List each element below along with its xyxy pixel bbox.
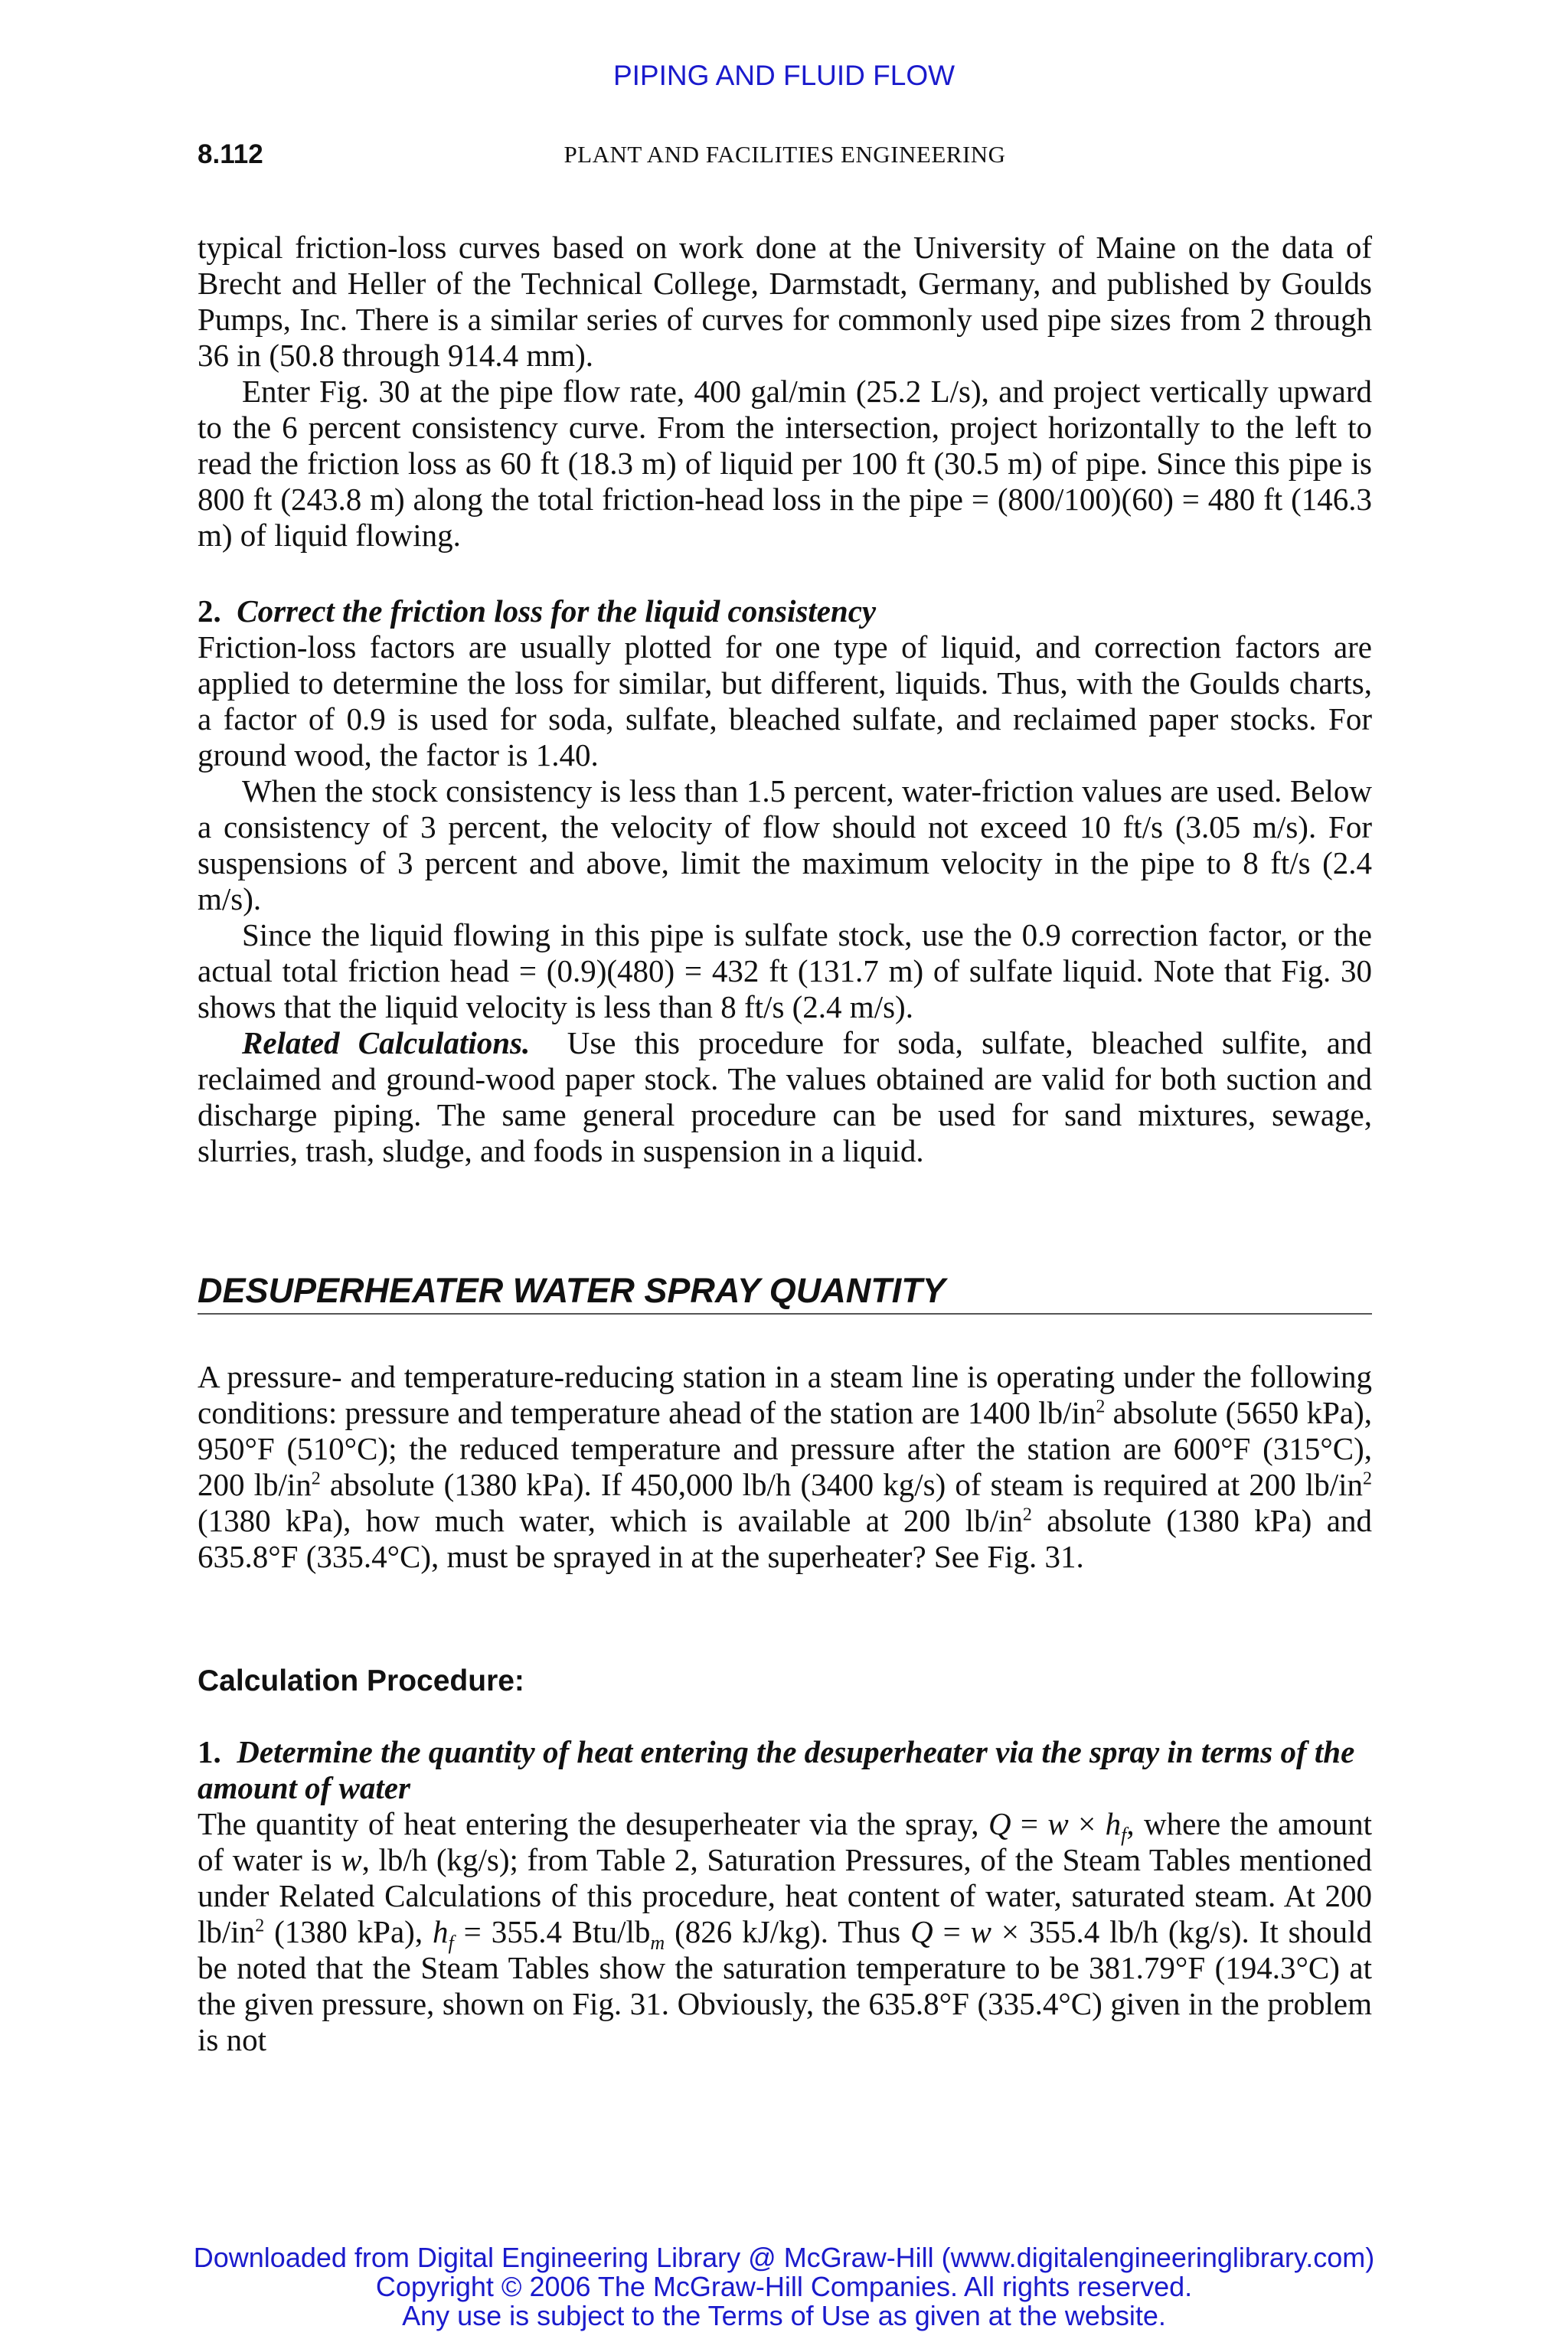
step-number: 1. bbox=[198, 1734, 221, 1769]
paragraph: Friction-loss factors are usually plotted for one type of liquid, and correction factors are applied to determine the loss for similar, but different, liquids. Thus, with the Goulds charts, a factor of 0.9 is used for soda, sulfate, bleached sulfate, and reclaimed paper stocks. For ground wood, the factor is 1.40. bbox=[198, 629, 1372, 773]
body-text bbox=[198, 230, 1372, 2058]
text-run: × 355.4 lb/h (kg/s). It should be noted that the Steam Tables show the saturation temperature to be 381.79°F (194.3°C) at the given pressure, shown on Fig. 31. Obviously, the 635.8°F (335.4°C) given in the problem is not bbox=[198, 1914, 1372, 2057]
paragraph: When the stock consistency is less than 1.5 percent, water-friction values are used. Below a consistency of 3 percent, the velocity of flow should not exceed 10 ft/s (3.05 m/s). For suspensions of 3 percent and above, limit the maximum velocity in the pipe to 8 ft/s (2.4 m/s). bbox=[198, 773, 1372, 916]
math-subscript: f bbox=[448, 1932, 454, 1955]
step-title: Correct the friction loss for the liquid consistency bbox=[237, 593, 877, 629]
run-in-heading: Related Calculations. bbox=[242, 1025, 531, 1060]
text-run: absolute (1380 kPa). If 450,000 lb/h (3400 kg/s) of steam is required at 200 lb/in bbox=[320, 1467, 1363, 1502]
math-var: w bbox=[341, 1842, 362, 1877]
page-number: 8.112 bbox=[198, 139, 263, 169]
text-run: absolute (1380 kPa) and 635.8°F (335.4°C), must be sprayed in at the superheater? See Fig. 31. bbox=[198, 1503, 1373, 1574]
text-run: , where the amount of water is bbox=[198, 1806, 1372, 1877]
book-title: PLANT AND FACILITIES ENGINEERING bbox=[564, 141, 1006, 168]
step-heading bbox=[198, 593, 1372, 629]
superscript: 2 bbox=[1096, 1396, 1106, 1417]
math-var: w bbox=[1047, 1806, 1069, 1841]
step-number: 2. bbox=[198, 593, 221, 629]
math-subscript: f bbox=[1121, 1824, 1127, 1847]
text-run: The quantity of heat entering the desuperheater via the spray, bbox=[198, 1806, 988, 1841]
text-run: (1380 kPa), how much water, which is available at 200 lb/in bbox=[198, 1503, 1023, 1538]
math-var: Q bbox=[910, 1914, 933, 1949]
paragraph: Since the liquid flowing in this pipe is sulfate stock, use the 0.9 correction factor, or the actual total friction head = (0.9)(480) = 432 ft (131.7 m) of sulfate liquid. Note that Fig. 30 shows that the liquid velocity is less than 8 ft/s (2.4 m/s). bbox=[198, 917, 1372, 1024]
text-run: = 355.4 Btu/lb bbox=[453, 1914, 651, 1949]
paragraph-text: Use this procedure for soda, sulfate, bleached sulfite, and reclaimed and ground-wood paper stock. The values obtained are valid for both suction and discharge piping. The same general procedure can be used for sand mixtures, sewage, slurries, trash, sludge, and foods in suspension in a liquid. bbox=[198, 1025, 1372, 1168]
superscript: 2 bbox=[1022, 1504, 1032, 1525]
footer-copyright: Copyright © 2006 The McGraw-Hill Companies. All rights reserved. bbox=[375, 2271, 1193, 2302]
running-head: PIPING AND FLUID FLOW bbox=[612, 60, 956, 91]
problem-statement bbox=[198, 1359, 1372, 1575]
superscript: 2 bbox=[311, 1468, 321, 1489]
math-var: w bbox=[970, 1914, 991, 1949]
math-subscript: m bbox=[650, 1932, 665, 1955]
text-run: × bbox=[1068, 1806, 1106, 1841]
paragraph: Enter Fig. 30 at the pipe flow rate, 400 gal/min (25.2 L/s), and project vertically upward to the 6 percent consistency curve. From the intersection, project horizontally to the left to read the friction loss as 60 ft (18.3 m) of liquid per 100 ft (30.5 m) of pipe. Since this pipe is 800 ft (243.8 m) along the total friction-head loss in the pipe = (800/100)(60) = 480 ft (146.3 m) of liquid flowing. bbox=[198, 374, 1372, 553]
footer-terms[interactable]: Any use is subject to the Terms of Use as given at the website. bbox=[402, 2300, 1166, 2331]
math-var: Q bbox=[988, 1806, 1011, 1841]
superscript: 2 bbox=[1363, 1468, 1372, 1489]
calculation-procedure-heading: Calculation Procedure: bbox=[198, 1664, 524, 1697]
footer bbox=[0, 2243, 1568, 2331]
text-run: (826 kJ/kg). Thus bbox=[665, 1914, 911, 1949]
paragraph bbox=[198, 1025, 1372, 1169]
text-run: = bbox=[933, 1914, 971, 1949]
paragraph bbox=[198, 1806, 1372, 2058]
superscript: 2 bbox=[255, 1916, 265, 1936]
step-title: Determine the quantity of heat entering the desuperheater via the spray in terms of the amount of water bbox=[198, 1734, 1355, 1805]
paragraph: typical friction-loss curves based on work done at the University of Maine on the data of Brecht and Heller of the Technical College, Darmstadt, Germany, and published by Goulds Pumps, Inc. There is a similar series of curves for commonly used pipe sizes from 2 through 36 in (50.8 through 914.4 mm). bbox=[198, 230, 1372, 373]
text-run: absolute (5650 kPa), 950°F (510°C); the reduced temperature and pressure after the station are 600°F (315°C), 200 lb/in bbox=[198, 1395, 1372, 1502]
math-var: h bbox=[1105, 1806, 1122, 1841]
page-header bbox=[198, 139, 1372, 176]
text-run: A pressure- and temperature-reducing station in a steam line is operating under the following conditions: pressure and temperature ahead of the station are 1400 lb/in bbox=[198, 1359, 1372, 1430]
text-run: , lb/h (kg/s); from Table 2, Saturation Pressures, of the Steam Tables mentioned under Related Calculations of this procedure, heat content of water, saturated steam. At 200 lb/in bbox=[198, 1842, 1372, 1949]
footer-download-link[interactable]: Downloaded from Digital Engineering Library @ McGraw-Hill (www.digitalengineeringlibrary.com) bbox=[193, 2242, 1375, 2273]
step-heading bbox=[198, 1734, 1372, 1806]
text-run: = bbox=[1011, 1806, 1048, 1841]
section-title: DESUPERHEATER WATER SPRAY QUANTITY bbox=[198, 1272, 1372, 1315]
text-run: (1380 kPa), bbox=[264, 1914, 433, 1949]
math-var: h bbox=[433, 1914, 449, 1949]
